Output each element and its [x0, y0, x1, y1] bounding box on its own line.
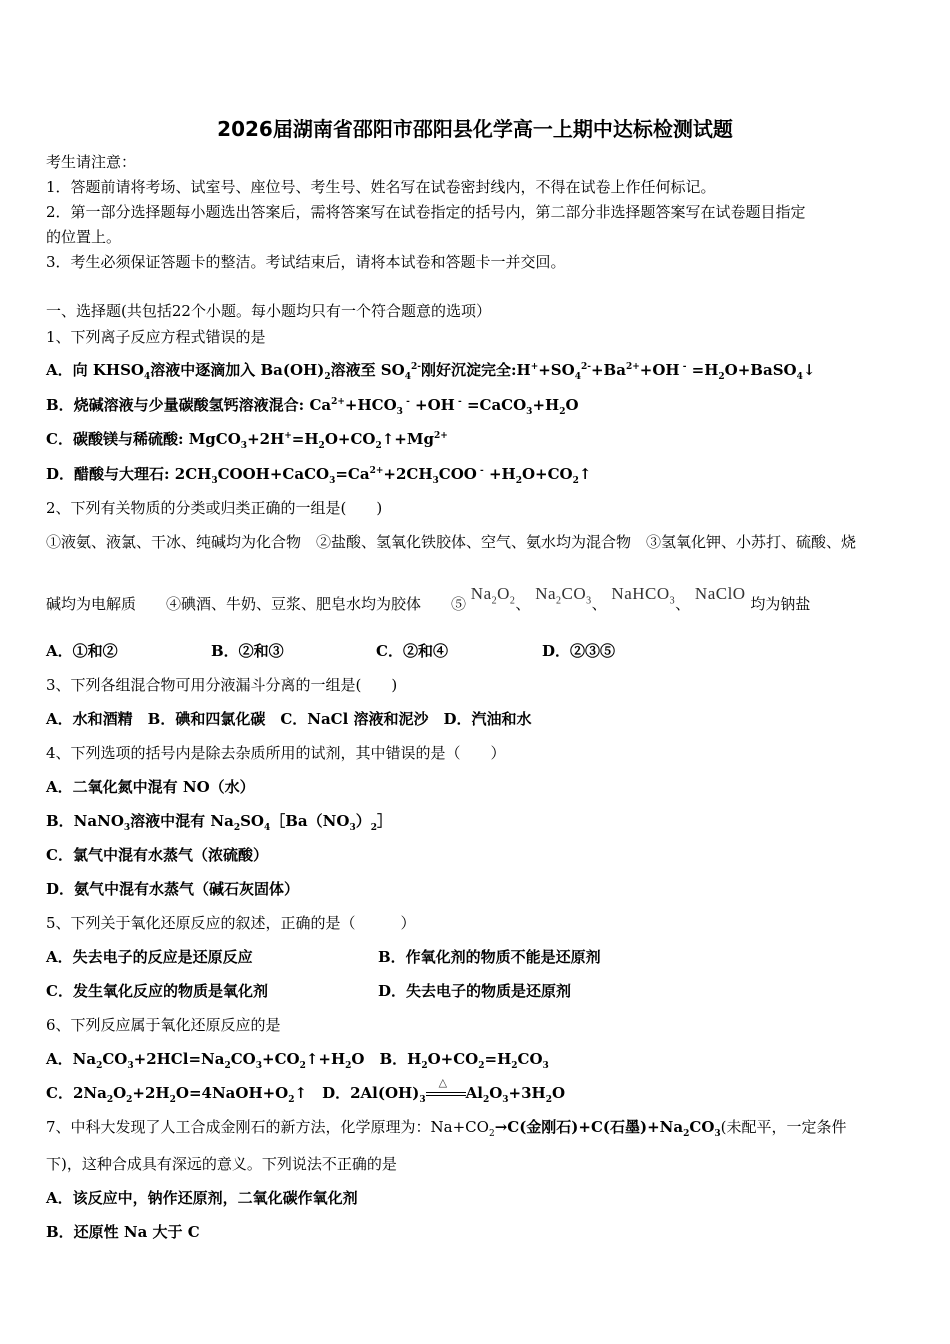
q3-stem: 3、下列各组混合物可用分液漏斗分离的一组是( ) [46, 676, 398, 694]
page-title: 2026届湖南省邵阳市邵阳县化学高一上期中达标检测试题 [217, 117, 733, 141]
q2-statement-line1: ①液氨、液氯、干冰、纯碱均为化合物 ②盐酸、氢氧化铁胶体、空气、氨水均为混合物 ③氢氧化钾、小苏打、硫酸、烧 [46, 533, 857, 551]
notice-item-2: 2．第一部分选择题每小题选出答案后，需将答案写在试卷指定的括号内，第二部分非选择题答案写在试卷题目指定 [46, 203, 806, 221]
q4-option-d: D．氨气中混有水蒸气（碱石灰固体） [46, 880, 300, 898]
q2-option-a: A．①和② [46, 642, 118, 660]
heating-arrow: △ [426, 1083, 466, 1103]
q6-stem: 6、下列反应属于氧化还原反应的是 [46, 1016, 281, 1034]
q1-option-a: A．向 $KHSO_4$溶液中逐滴加入 $Ba(OH)_2$溶液至 $SO_4^{2-}$刚好沉淀完全$:H^++SO_4^{2-}+Ba^{2+}+OH$ $^- =H_2O+BaSO_4↓$ [46, 361, 816, 382]
notice-item-3: 3．考生必须保证答题卡的整洁。考试结束后，请将本试卷和答题卡一并交回。 [46, 253, 566, 271]
q7-option-b: B．还原性 Na 大于 C [46, 1223, 200, 1241]
notice-item-2-cont: 的位置上。 [46, 228, 122, 246]
q4-stem: 4、下列选项的括号内是除去杂质所用的试剂，其中错误的是（ ） [46, 744, 506, 762]
section-heading: 一、选择题(共包括22个小题。每小题均只有一个符合题意的选项） [46, 302, 491, 320]
q2-option-d: D．②③⑤ [542, 642, 616, 660]
q7-stem-line2: 下)，这种合成具有深远的意义。下列说法不正确的是 [46, 1155, 397, 1173]
q1-option-b: B．烧碱溶液与少量碳酸氢钙溶液混合: $Ca^{2+}+HCO_3$ - +OH $^- =CaCO_3+H_2O$ [46, 396, 579, 417]
q2-option-c: C．②和④ [376, 642, 448, 660]
q6-options-cd: C．$2Na_2O_2+2H_2O=4NaOH+O_2↑$ D．$2Al(OH)_3$ △ $Al_2O_3+3H_2O$ [46, 1076, 566, 1105]
formula-nahco3: NaHCO$_3$ [611, 584, 676, 607]
formula-na2co3: $Na_2CO_3$ [535, 584, 592, 607]
q5-option-a: A．失去电子的反应是还原反应 [46, 948, 253, 966]
q2-option-b: B．②和③ [211, 642, 284, 660]
q4-option-a: A．二氧化氮中混有 NO（水） [46, 778, 255, 796]
q1-option-d: D．醋酸与大理石: $2CH_3COOH+CaCO_3=Ca^{2+}+2CH_3COO$ $^- +H_2O+CO_2↑$ [46, 465, 592, 486]
q3-options: A．水和酒精 B．碘和四氯化碳 C．NaCl 溶液和泥沙 D．汽油和水 [46, 710, 532, 728]
q5-stem: 5、下列关于氧化还原反应的叙述，正确的是（ ） [46, 914, 416, 932]
q2-stem: 2、下列有关物质的分类或归类正确的一组是( ) [46, 499, 383, 517]
formula-na2o2: $Na_2O_2$ [470, 584, 516, 607]
q5-option-b: B．作氧化剂的物质不能是还原剂 [378, 948, 601, 966]
notice-item-1: 1．答题前请将考场、试室号、座位号、考生号、姓名写在试卷密封线内，不得在试卷上作任何标记。 [46, 178, 716, 196]
q6-options-ab: A．$Na_2CO_3+2HCl=Na_2CO_3+CO_2↑+H_2O$ B．$H_2O+CO_2=H_2CO_3$ [46, 1050, 549, 1071]
q5-option-d: D．失去电子的物质是还原剂 [378, 982, 572, 1000]
q7-option-a: A．该反应中，钠作还原剂，二氧化碳作氧化剂 [46, 1189, 358, 1207]
q4-option-b: B．NaNO$_3$溶液中混有 $Na_2SO_4[Ba(NO_3)_2]$ [46, 812, 392, 833]
q5-option-c: C．发生氧化反应的物质是氧化剂 [46, 982, 268, 1000]
q1-stem: 1、下列离子反应方程式错误的是 [46, 328, 266, 346]
q1-option-c: C．碳酸镁与稀硫酸: $MgCO_3+2H^+=H_2O+CO_2↑+Mg^{2+}$ [46, 430, 448, 451]
notice-heading: 考生请注意： [46, 153, 137, 171]
q7-stem-line1: 7、中科大发现了人工合成金刚石的新方法，化学原理为：$Na+CO_2\to C$(金刚石)+C(石墨)$+Na_2CO_3$(未配平，一定条件 [46, 1118, 847, 1139]
formula-naclo: NaClO [694, 584, 746, 603]
q2-statement-line2: 碱均为电解质 ④碘酒、牛奶、豆浆、肥皂水均为胶体 ⑤ $Na_2O_2$、 $Na_2CO_3$、 NaHCO$_3$、 NaClO 均为钠盐 [46, 584, 811, 613]
q4-option-c: C．氯气中混有水蒸气（浓硫酸） [46, 846, 268, 864]
